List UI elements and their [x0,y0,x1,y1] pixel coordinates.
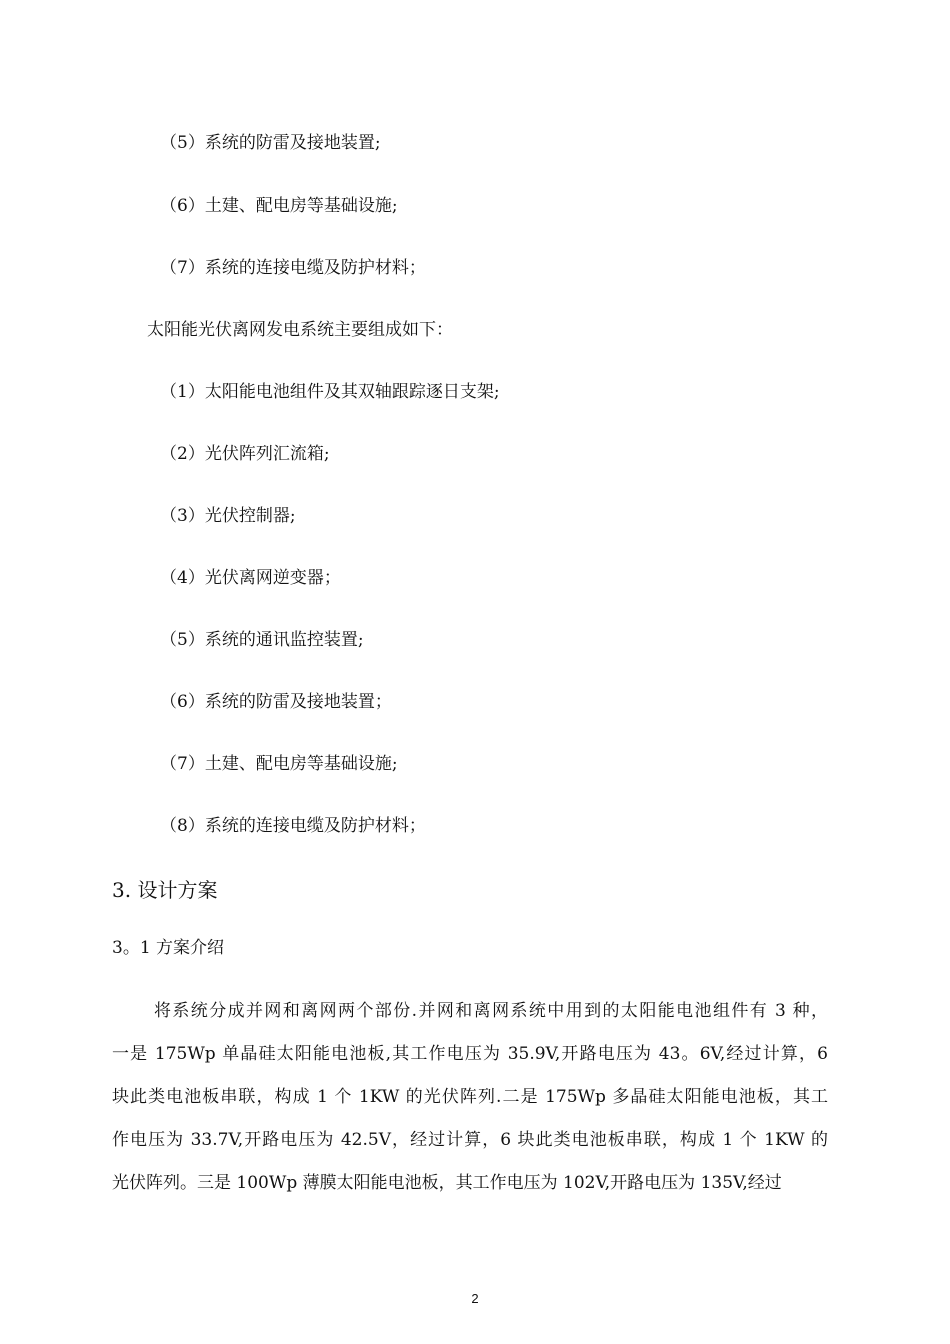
list-item: （3）光伏控制器; [160,506,296,526]
list-item: （5）系统的通讯监控装置; [160,630,364,650]
page-number: 2 [471,1291,479,1306]
list-item: （7）土建、配电房等基础设施; [160,754,398,774]
list-item: （2）光伏阵列汇流箱; [160,444,330,464]
list-item: （8）系统的连接电缆及防护材料； [160,816,426,836]
subsection-heading: 3。1 方案介绍 [112,938,225,958]
paragraph-line: 作电压为 33.7V,开路电压为 42.5V，经过计算，6 块此类电池板串联，构成 1 个 1KW 的 [112,1130,828,1150]
list-item: （1）太阳能电池组件及其双轴跟踪逐日支架; [160,382,500,402]
paragraph-line: 光伏阵列。三是 100Wp 薄膜太阳能电池板，其工作电压为 102V,开路电压为 135V,经过 [112,1173,782,1193]
paragraph-line: 将系统分成并网和离网两个部份.并网和离网系统中用到的太阳能电池组件有 3 种， [154,1001,828,1021]
list-item: （7）系统的连接电缆及防护材料； [160,258,426,278]
paragraph-line: 一是 175Wp 单晶硅太阳能电池板,其工作电压为 35.9V,开路电压为 43。6V,经过计算，6 [112,1044,828,1064]
list-item: （4）光伏离网逆变器； [160,568,341,588]
paragraph-line: 块此类电池板串联，构成 1 个 1KW 的光伏阵列.二是 175Wp 多晶硅太阳能电池板，其工 [112,1087,828,1107]
list-item: （6）土建、配电房等基础设施; [160,196,398,216]
intro-line: 太阳能光伏离网发电系统主要组成如下： [147,320,453,340]
section-heading: 3. 设计方案 [112,878,218,902]
list-item: （5）系统的防雷及接地装置; [160,133,381,153]
list-item: （6）系统的防雷及接地装置； [160,692,392,712]
